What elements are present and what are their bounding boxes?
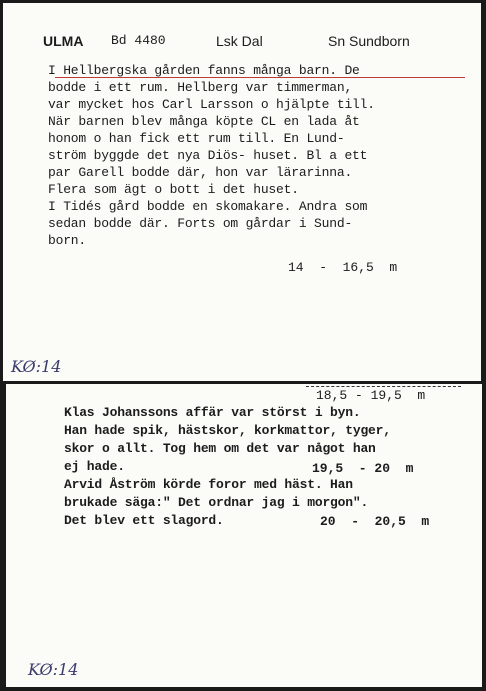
text-line: Klas Johanssons affär var störst i byn. (64, 405, 361, 420)
text-line: Flera som ägt o bott i det huset. (48, 182, 299, 197)
text-line: Han hade spik, hästskor, korkmattor, tyger, (64, 423, 391, 438)
record-card-1 (3, 3, 481, 381)
text-line: När barnen blev många köpte CL en lada åt (48, 114, 360, 129)
tape-measure: 18,5 - 19,5 m (316, 388, 426, 403)
text-line: honom o han fick ett rum till. En Lund- (48, 131, 345, 146)
text-line: I Hellbergska gården fanns många barn. De (48, 63, 360, 78)
card-header (43, 33, 471, 53)
tape-measure: 20 - 20,5 m (320, 514, 430, 529)
tape-measure: 19,5 - 20 m (312, 461, 414, 476)
signature: KØ:14 (11, 357, 62, 376)
text-line: Arvid Åström körde foror med häst. Han (64, 477, 353, 492)
archive-name: ULMA (43, 33, 84, 49)
text-line: bodde i ett rum. Hellberg var timmerman, (48, 80, 353, 95)
text-line: brukade säga:" Det ordnar jag i morgon". (64, 495, 369, 510)
text-line: Det blev ett slagord. (64, 513, 224, 528)
text-line: sedan bodde där. Forts om gårdar i Sund- (48, 216, 353, 231)
volume-number: Bd 4480 (111, 33, 166, 48)
text-line: I Tidés gård bodde en skomakare. Andra som (48, 199, 368, 214)
tape-measure: 14 - 16,5 m (288, 260, 398, 275)
text-line: ej hade. (64, 459, 125, 474)
text-line: var mycket hos Carl Larsson o hjälpte till. (48, 97, 375, 112)
text-line: ström byggde det nya Diös- huset. Bl a ett (48, 148, 368, 163)
province: Lsk Dal (216, 33, 263, 49)
text-line: skor o allt. Tog hem om det var något han (64, 441, 376, 456)
dashed-rule (306, 386, 461, 387)
parish: Sn Sundborn (328, 33, 410, 49)
signature: KØ:14 (28, 660, 79, 679)
text-line: par Garell bodde där, hon var lärarinna. (48, 165, 353, 180)
text-line: born. (48, 233, 87, 248)
record-card-2 (6, 384, 482, 687)
